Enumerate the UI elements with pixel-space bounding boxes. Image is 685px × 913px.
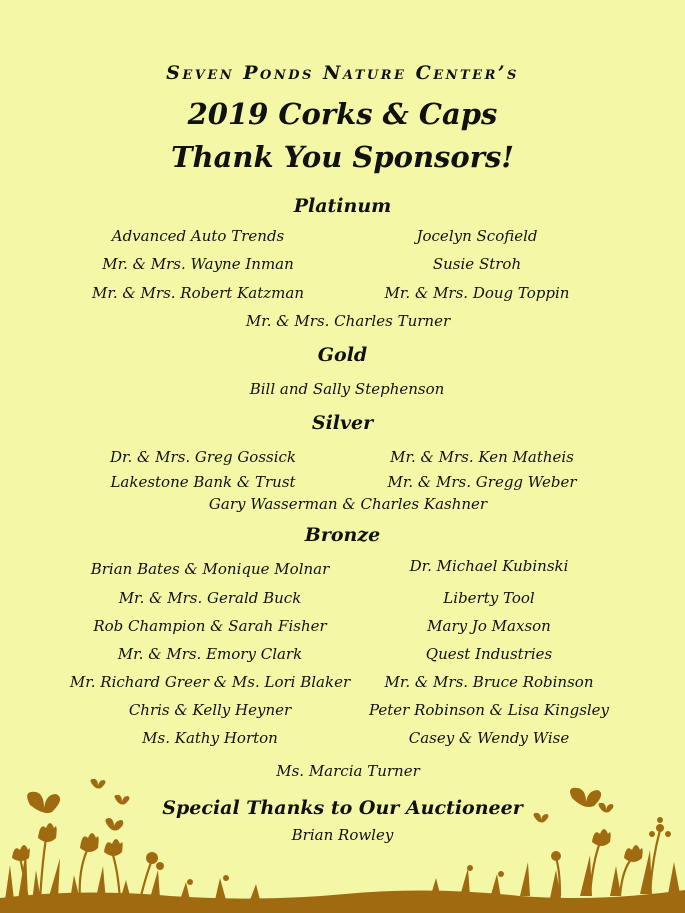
sponsor-name: Mr. & Mrs. Emory Clark: [117, 645, 303, 663]
sponsor-name: Mr. & Mrs. Charles Turner: [245, 312, 451, 330]
sponsor-name: Gary Wasserman & Charles Kashner: [208, 495, 488, 513]
sponsor-name: Lakestone Bank & Trust: [110, 473, 296, 491]
sponsor-name: Ms. Marcia Turner: [276, 762, 420, 780]
org-name: Seven Ponds Nature Center’s: [166, 62, 519, 84]
sponsor-name: Mr. & Mrs. Doug Toppin: [384, 284, 570, 302]
sponsor-name: Mr. & Mrs. Gregg Weber: [387, 473, 577, 491]
page-title: Thank You Sponsors!: [170, 140, 515, 174]
sponsor-name: Mr. & Mrs. Gerald Buck: [118, 589, 302, 607]
sponsor-name: Mary Jo Maxson: [427, 617, 551, 635]
sponsor-name: Mr. & Mrs. Bruce Robinson: [384, 673, 594, 691]
sponsor-name: Rob Champion & Sarah Fisher: [93, 617, 327, 635]
sponsor-name: Susie Stroh: [432, 255, 522, 273]
tier-heading-gold: Gold: [317, 344, 368, 366]
sponsor-name: Quest Industries: [425, 645, 553, 663]
sponsor-name: Jocelyn Scofield: [416, 227, 538, 245]
sponsor-name: Mr. Richard Greer & Ms. Lori Blaker: [69, 673, 351, 691]
sponsor-name: Chris & Kelly Heyner: [128, 701, 292, 719]
sponsor-name: Mr. & Mrs. Ken Matheis: [390, 448, 574, 466]
sponsor-name: Dr. & Mrs. Greg Gossick: [109, 448, 297, 466]
event-title: 2019 Corks & Caps: [187, 97, 498, 131]
auctioneer-name: Brian Rowley: [291, 826, 394, 844]
sponsor-name: Mr. & Mrs. Wayne Inman: [102, 255, 294, 273]
sponsor-name: Brian Bates & Monique Molnar: [90, 560, 330, 578]
sponsor-name: Casey & Wendy Wise: [408, 729, 570, 747]
sponsor-name: Peter Robinson & Lisa Kingsley: [368, 701, 610, 719]
tier-heading-bronze: Bronze: [304, 524, 381, 546]
sponsor-name: Liberty Tool: [443, 589, 535, 607]
sponsor-name: Bill and Sally Stephenson: [249, 380, 445, 398]
sponsor-name: Dr. Michael Kubinski: [409, 557, 569, 575]
tier-heading-silver: Silver: [311, 412, 374, 434]
sponsor-name: Advanced Auto Trends: [111, 227, 285, 245]
special-thanks-heading: Special Thanks to Our Auctioneer: [162, 797, 523, 819]
sponsor-name: Mr. & Mrs. Robert Katzman: [92, 284, 304, 302]
sponsor-name: Ms. Kathy Horton: [142, 729, 278, 747]
tier-heading-platinum: Platinum: [293, 195, 392, 217]
